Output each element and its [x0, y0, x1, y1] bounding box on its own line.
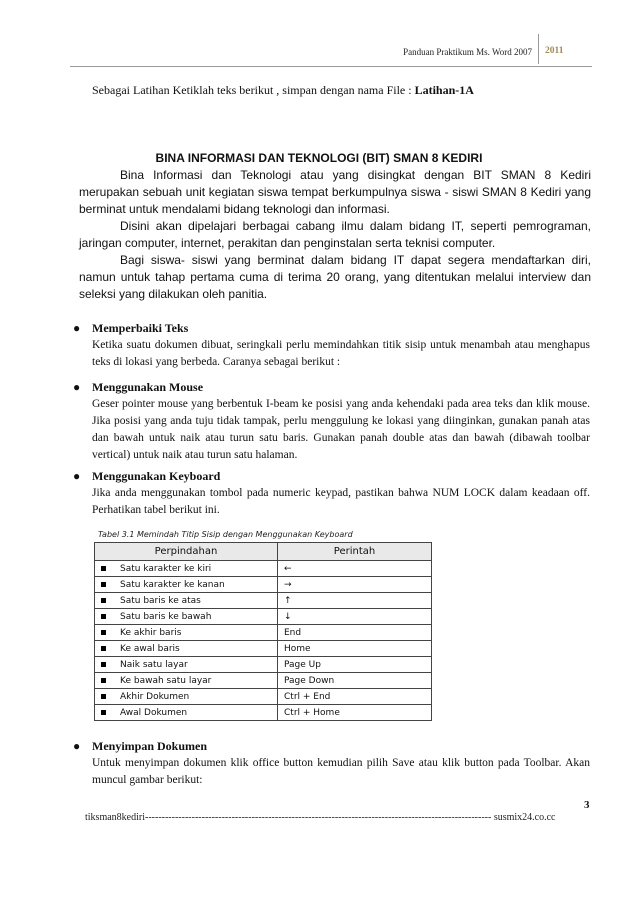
square-bullet-icon [101, 582, 106, 587]
table-cell-command: Home [278, 641, 432, 657]
bullet-icon: ● [73, 321, 81, 335]
table-cell-movement [95, 625, 278, 641]
table-cell-command: End [278, 625, 432, 641]
table-header-row [95, 543, 432, 561]
table-cell-command: ↑ [278, 593, 432, 609]
page-number: 3 [584, 799, 590, 811]
section-menggunakan-keyboard [70, 469, 590, 519]
section-body: Ketika suatu dokumen dibuat, seringkali perlu memindahkan titik sisip untuk menambah atau menghapus teks di lokasi yang berbeda. Caranya sebagai berikut : [92, 339, 590, 368]
section-heading: Menggunakan Mouse [92, 380, 204, 394]
section-heading: Menyimpan Dokumen [92, 739, 208, 753]
square-bullet-icon [101, 694, 106, 699]
table-cell-command: Page Up [278, 657, 432, 673]
article-paragraph: Bagi siswa- siswi yang berminat dalam bidang IT dapat segera mendaftarkan diri, namun untuk tahap pertama cuma di terima 20 orang, yang ditentukan melalui interview dan seleksi yang dilakukan oleh panitia. [79, 253, 591, 301]
article-paragraph: Bina Informasi dan Teknologi atau yang disingkat dengan BIT SMAN 8 Kediri merupakan sebuah unit kegiatan siswa tempat berkumpulnya siswa - siswi SMAN 8 Kediri yang berminat untuk mendalami bidang teknologi dan informasi. [79, 168, 591, 216]
intro-filename: Latihan-1A [414, 83, 474, 97]
header-title: Panduan Praktikum Ms. Word 2007 [403, 47, 532, 57]
footer-right: susmix24.co.cc [493, 812, 556, 823]
movement-label: Ke akhir baris [120, 627, 182, 638]
table-cell-command: ↓ [278, 609, 432, 625]
table-cell-movement [95, 593, 278, 609]
section-memperbaiki-teks [70, 321, 590, 371]
movement-label: Satu karakter ke kanan [120, 579, 225, 590]
section-menyimpan-dokumen [70, 739, 590, 789]
footer-dashes: -------------------------------------------------------------------------------------------------------- [145, 812, 492, 823]
table-cell-movement [95, 561, 278, 577]
table-cell-command: → [278, 577, 432, 593]
table-header-cell: Perpindahan [95, 543, 278, 561]
table-row [95, 561, 432, 577]
article-body [79, 167, 591, 303]
movement-label: Satu baris ke bawah [120, 611, 212, 622]
table-cell-movement [95, 577, 278, 593]
table-row [95, 593, 432, 609]
movement-label: Ke awal baris [120, 643, 180, 654]
keyboard-table [94, 542, 432, 721]
movement-label: Ke bawah satu layar [120, 675, 212, 686]
table-row [95, 641, 432, 657]
movement-label: Awal Dokumen [120, 707, 188, 718]
table-row [95, 625, 432, 641]
bullet-icon: ● [73, 469, 81, 483]
footer-left: tiksman8kediri [85, 812, 145, 823]
section-heading: Menggunakan Keyboard [92, 469, 221, 483]
table-row [95, 689, 432, 705]
table-caption: Tabel 3.1 Memindah Titip Sisip dengan Menggunakan Keyboard [98, 530, 353, 539]
table-cell-command: Ctrl + Home [278, 705, 432, 721]
table-header-cell: Perintah [278, 543, 432, 561]
article-title: BINA INFORMASI DAN TEKNOLOGI (BIT) SMAN 8 KEDIRI [155, 151, 483, 165]
intro-text: Sebagai Latihan Ketiklah teks berikut , simpan dengan nama File : [92, 83, 415, 97]
table-row [95, 609, 432, 625]
table-row [95, 577, 432, 593]
movement-label: Satu baris ke atas [120, 595, 201, 606]
table-cell-movement [95, 641, 278, 657]
square-bullet-icon [101, 630, 106, 635]
table-cell-movement [95, 689, 278, 705]
bullet-icon: ● [73, 380, 81, 394]
section-menggunakan-mouse [70, 380, 590, 464]
table-cell-movement [95, 657, 278, 673]
square-bullet-icon [101, 710, 106, 715]
header-rule [70, 66, 592, 67]
square-bullet-icon [101, 614, 106, 619]
intro-line [92, 83, 474, 98]
square-bullet-icon [101, 662, 106, 667]
section-body: Geser pointer mouse yang berbentuk I-beam ke posisi yang anda kehendaki pada area teks dan klik mouse. Jika posisi yang anda tuju tidak tampak, perlu menggulung ke lokasi yang diinginkan, gunakan panah atas dan bawah untuk naik atau turun satu baris. Gunakan panah double atas dan bawah (dibawah toolbar vertical) untuk naik atau turun satu halaman. [92, 398, 590, 461]
table-cell-movement [95, 673, 278, 689]
header-divider [538, 34, 539, 64]
table-cell-movement [95, 609, 278, 625]
bullet-icon: ● [73, 739, 81, 753]
square-bullet-icon [101, 678, 106, 683]
table-row [95, 705, 432, 721]
table-cell-command: Ctrl + End [278, 689, 432, 705]
section-heading: Memperbaiki Teks [92, 321, 189, 335]
table-cell-movement [95, 705, 278, 721]
section-body: Untuk menyimpan dokumen klik office button kemudian pilih Save atau klik button pada Toolbar. Akan muncul gambar berikut: [92, 757, 590, 786]
square-bullet-icon [101, 646, 106, 651]
table-row [95, 657, 432, 673]
movement-label: Akhir Dokumen [120, 691, 190, 702]
movement-label: Naik satu layar [120, 659, 188, 670]
header-year: 2011 [545, 46, 564, 56]
article-paragraph: Disini akan dipelajari berbagai cabang ilmu dalam bidang IT, seperti pemrograman, jaringan computer, internet, perakitan dan penginstalan serta teknisi computer. [79, 219, 591, 250]
section-body: Jika anda menggunakan tombol pada numeric keypad, pastikan bahwa NUM LOCK dalam keadaan off. Perhatikan tabel berikut ini. [92, 487, 590, 516]
footer [85, 812, 595, 823]
movement-label: Satu karakter ke kiri [120, 563, 212, 574]
table-row [95, 673, 432, 689]
square-bullet-icon [101, 598, 106, 603]
table-cell-command: ← [278, 561, 432, 577]
square-bullet-icon [101, 566, 106, 571]
table-cell-command: Page Down [278, 673, 432, 689]
